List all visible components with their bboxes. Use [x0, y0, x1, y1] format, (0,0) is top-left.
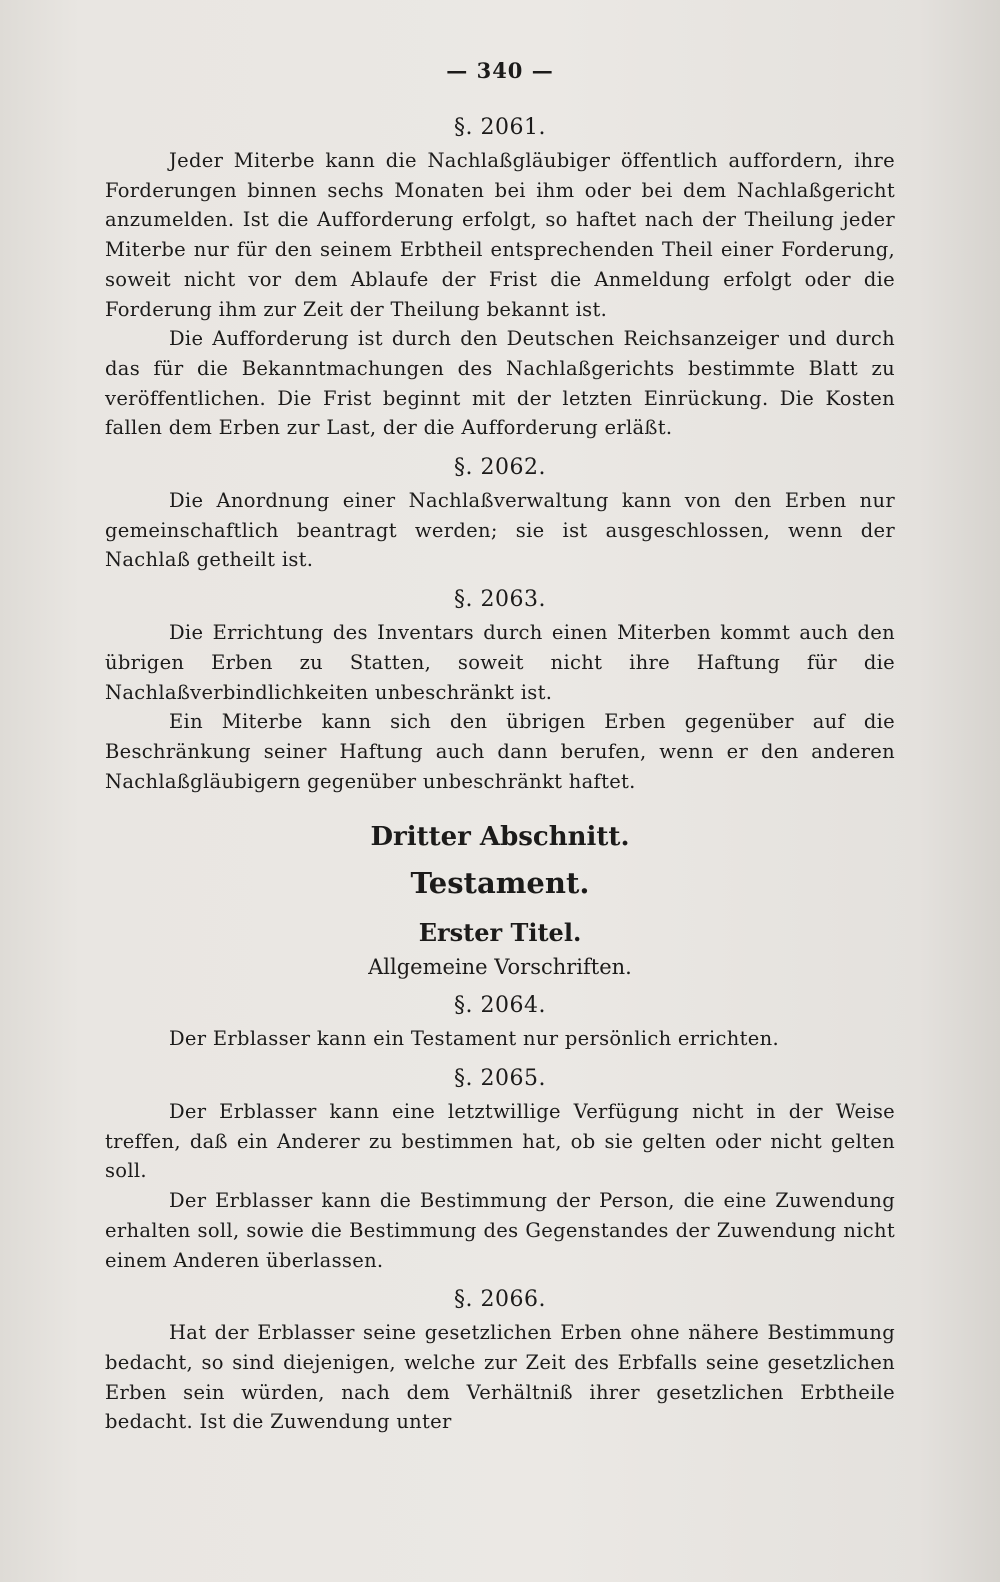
part-heading: Dritter Abschnitt.: [370, 822, 630, 853]
paragraph-2065-2: Der Erblasser kann die Bestimmung der Person, die eine Zuwendung erhalten soll, sowie die Bestimmung des Gegenstandes der Zuwendung nicht einem Anderen überlassen.: [105, 1189, 895, 1272]
title-heading: Erster Titel.: [418, 918, 582, 948]
main-heading: Testament.: [410, 866, 590, 901]
sub-heading: Allgemeine Vorschriften.: [368, 955, 632, 980]
paragraph-2063-1: Die Errichtung des Inventars durch einen Miterben kommt auch den übrigen Erben zu Statten, soweit nicht ihre Haftung für die Nachlaßverbindlichkeiten unbeschränkt ist.: [105, 621, 895, 704]
section-heading-2063: §. 2063.: [454, 587, 546, 613]
paragraph-2066-1: Hat der Erblasser seine gesetzlichen Erben ohne nähere Bestimmung bedacht, so sind diejenigen, welche zur Zeit des Erbfalls seine gesetzlichen Erben sein würden, nach dem Verhältniß ihrer gesetzlichen Erbtheile bedacht. Ist die Zuwendung unter: [105, 1321, 895, 1434]
section-heading-2065: §. 2065.: [454, 1066, 546, 1092]
page-number: — 340 —: [446, 58, 554, 83]
section-heading-2062: §. 2062.: [454, 455, 546, 481]
page-body: [105, 58, 895, 1437]
section-heading-2061: §. 2061.: [454, 115, 546, 140]
paragraph-2064-1: Der Erblasser kann ein Testament nur persönlich errichten.: [169, 1027, 779, 1051]
paragraph-2063-2: Ein Miterbe kann sich den übrigen Erben gegenüber auf die Beschränkung seiner Haftung auch dann berufen, wenn er den anderen Nachlaßgläubigern gegenüber unbeschränkt haftet.: [105, 710, 895, 793]
paragraph-2061-2: Die Aufforderung ist durch den Deutschen Reichsanzeiger und durch das für die Bekanntmachungen des Nachlaßgerichts bestimmte Blatt zu veröffentlichen. Die Frist beginnt mit der letzten Einrückung. Die Kosten fallen dem Erben zur Last, der die Aufforderung erläßt.: [105, 327, 895, 440]
section-heading-2064: §. 2064.: [454, 993, 546, 1019]
paragraph-2061-1: Jeder Miterbe kann die Nachlaßgläubiger öffentlich auffordern, ihre Forderungen binnen sechs Monaten bei ihm oder bei dem Nachlaßgericht anzumelden. Ist die Aufforderung erfolgt, so haftet nach der Theilung jeder Miterbe nur für den seinem Erbtheil entsprechenden Theil einer Forderung, soweit nicht vor dem Ablaufe der Frist die Anmeldung erfolgt oder die Forderung ihm zur Zeit der Theilung bekannt ist.: [105, 149, 895, 321]
section-heading-2066: §. 2066.: [454, 1287, 546, 1313]
paragraph-2062-1: Die Anordnung einer Nachlaßverwaltung kann von den Erben nur gemeinschaftlich beantragt werden; sie ist ausgeschlossen, wenn der Nachlaß getheilt ist.: [105, 489, 895, 572]
paragraph-2065-1: Der Erblasser kann eine letztwillige Verfügung nicht in der Weise treffen, daß ein Anderer zu bestimmen hat, ob sie gelten oder nicht gelten soll.: [105, 1100, 895, 1183]
